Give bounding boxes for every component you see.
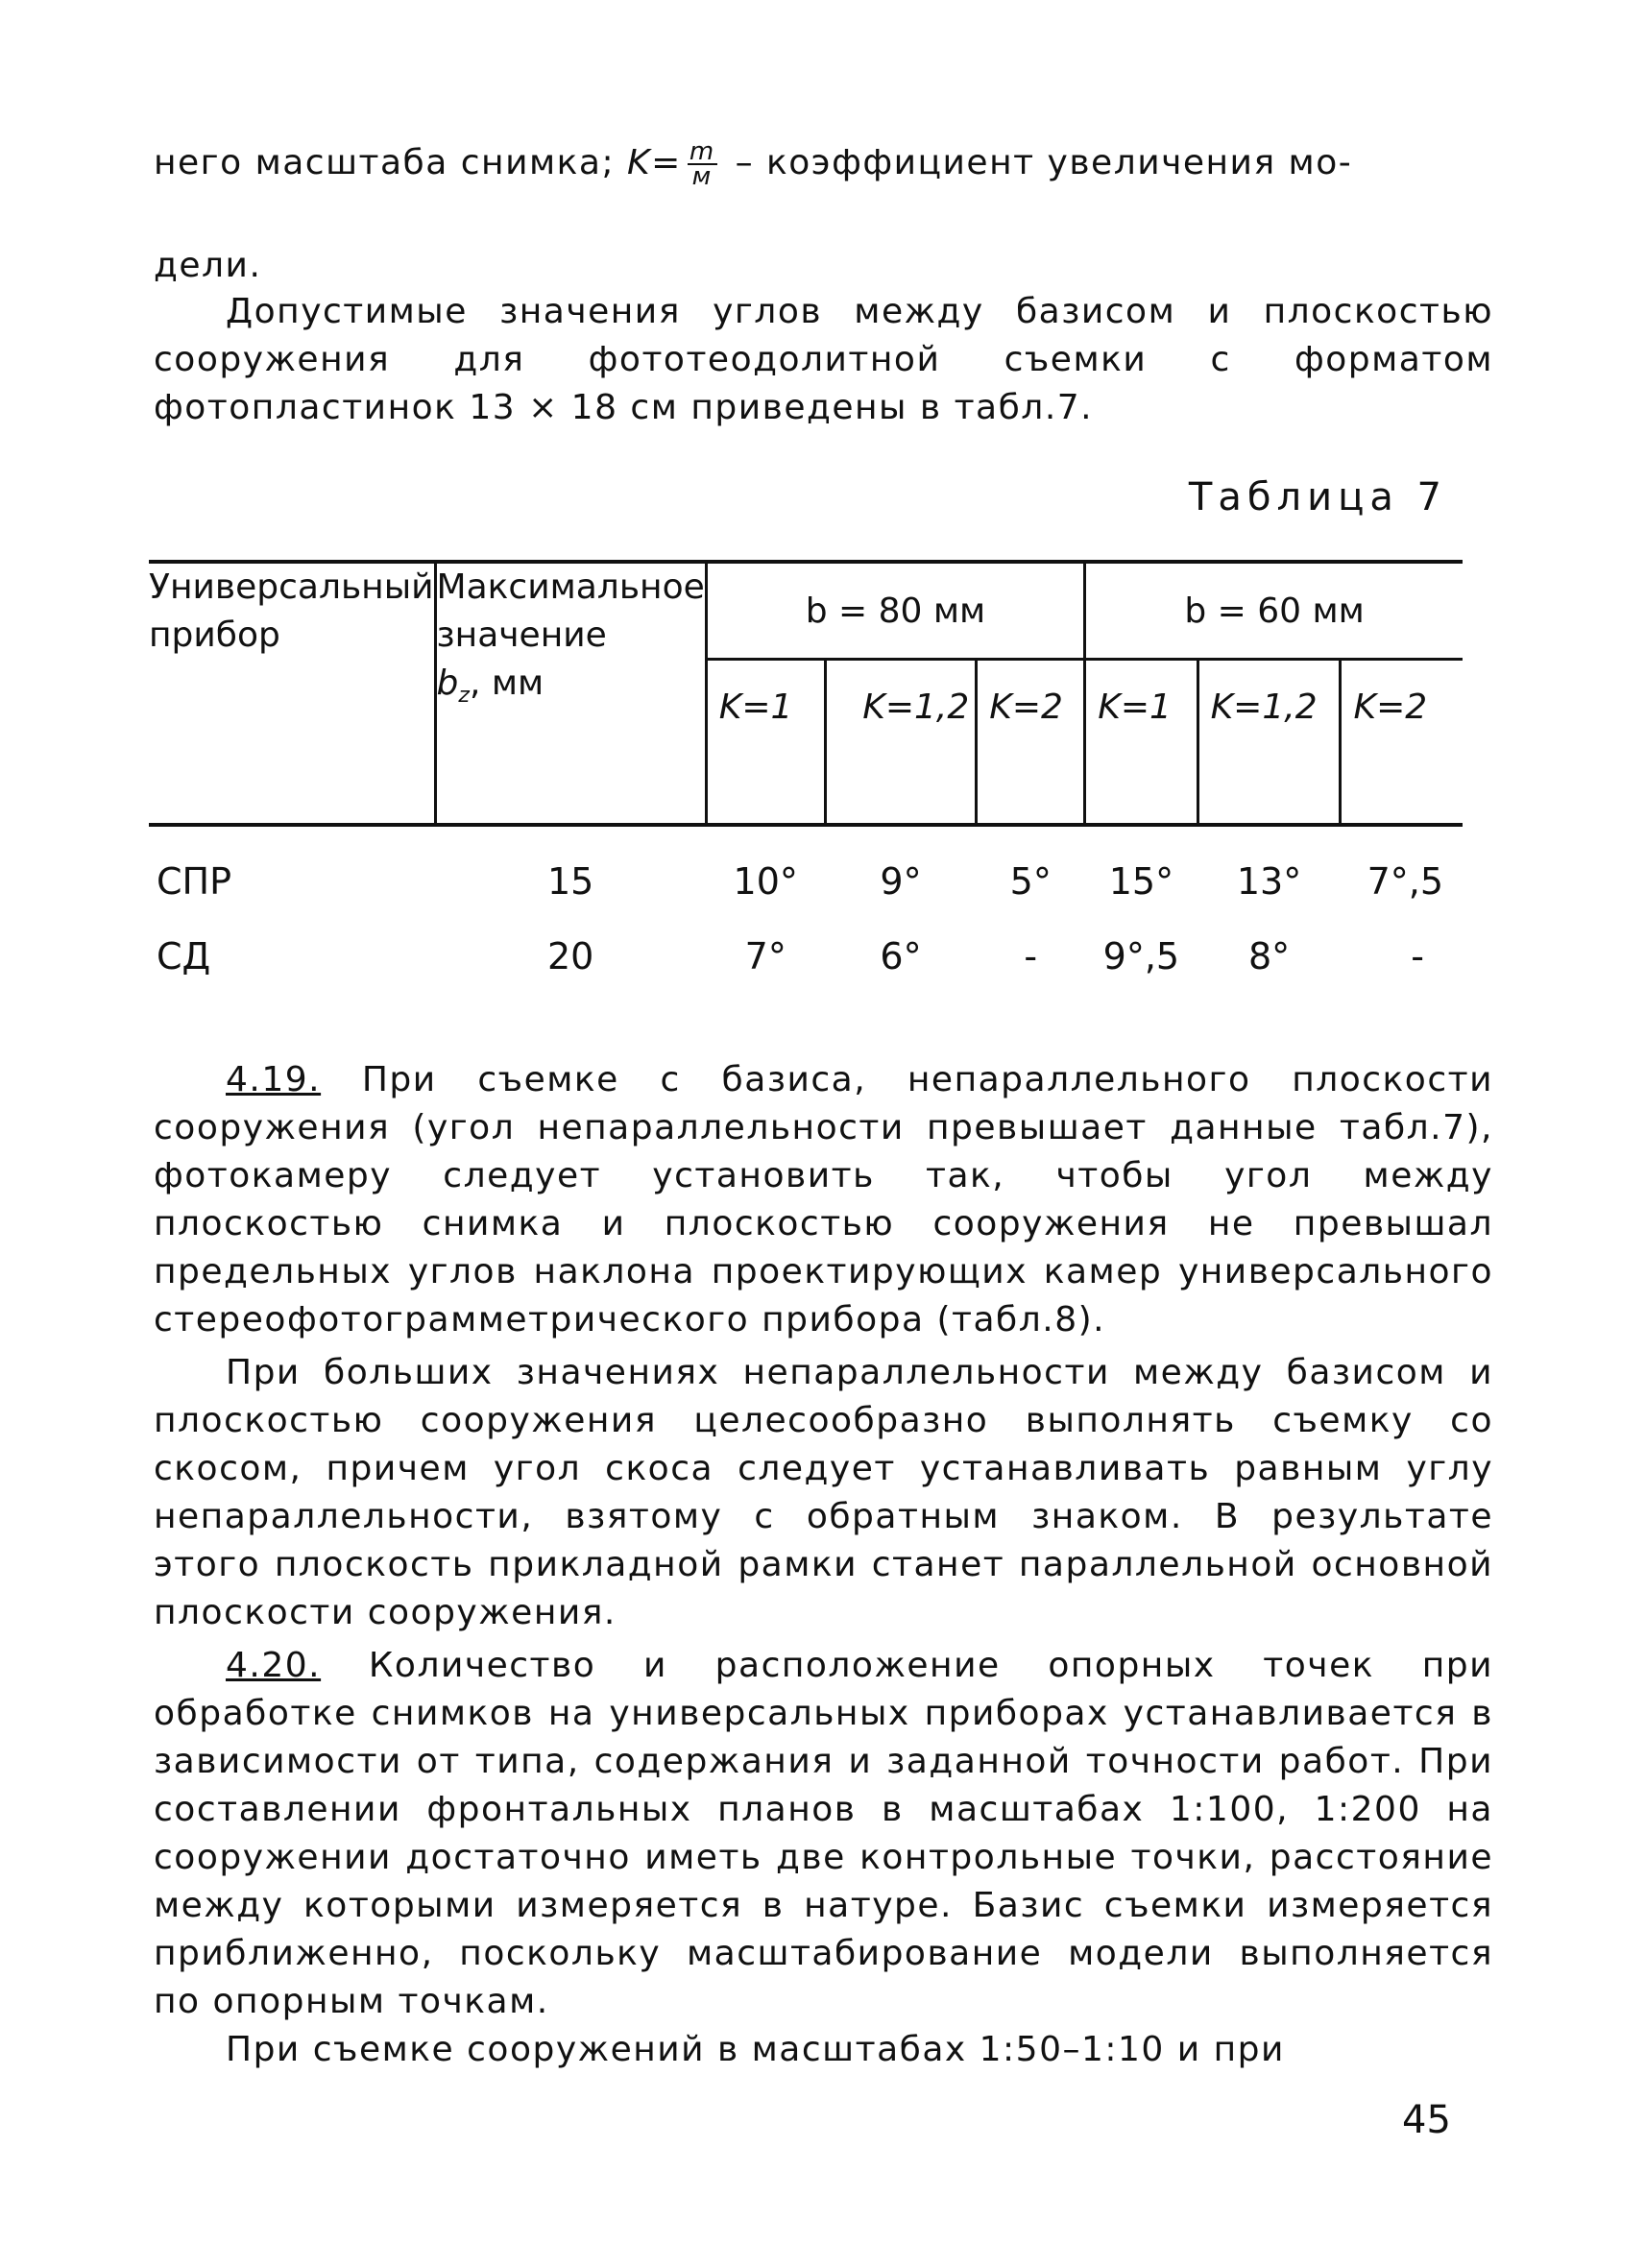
paragraph-4-20-text: Количество и расположение опорных точек при обработке снимков на универсальных приборах устанавливается в зависимости от типа, содержания и заданной точности работ. При составлении фронтальных планов в масштабах 1:100, 1:200 на сооружении достаточно иметь две контрольные точки, расстояние между которыми измеряется в натуре. Базис съемки измеряется приближенно, поскольку масштабирование модели выполняется по опорным точкам.: [154, 1646, 1493, 2021]
header-device-label: Универсальный прибор: [149, 567, 434, 655]
header-k: K=2: [977, 660, 1085, 826]
row-value: 13°: [1236, 860, 1302, 903]
paragraph-allowed-angles: Допустимые значения углов между базисом и плоскостью сооружения для фототеодолитной съемки с форматом фотопластинок 13 × 18 см приведены в табл.7.: [154, 292, 1493, 427]
table-row: [149, 919, 1463, 994]
row-device: СД: [157, 935, 211, 977]
intro-text-end: – коэффициент увеличения мо-: [735, 143, 1353, 182]
paragraph-4-19: [154, 1056, 1493, 1344]
header-max-unit: , мм: [469, 664, 544, 703]
row-value: 7°,5: [1367, 860, 1443, 903]
header-max: [435, 562, 706, 825]
header-group-b80: b = 80 мм: [706, 562, 1084, 660]
paragraph-4-19-text: При съемке с базиса, непараллельного плоскости сооружения (угол непараллельности превышает данные табл.7), фотокамеру следует установить так, чтобы угол между плоскостью снимка и плоскостью сооружения не превышал предельных углов наклона проектирующих камер универсального стереофотограмметрического прибора (табл.8).: [154, 1060, 1493, 1339]
row-value: 9°,5: [1102, 935, 1180, 977]
header-k: K=1,2: [1197, 660, 1341, 826]
header-max-symbol: b: [436, 664, 459, 703]
formula-fraction: [688, 137, 717, 191]
table-title: Таблица 7: [1188, 475, 1447, 519]
row-value: 5°: [1009, 860, 1052, 903]
section-number-4-19: 4.19.: [226, 1060, 322, 1099]
header-max-label: Максимальное значение: [436, 567, 705, 655]
header-k: K=2: [1341, 660, 1463, 826]
paragraph-last: При съемке сооружений в масштабах 1:50–1:10 и при: [226, 2030, 1285, 2069]
row-max: 15: [546, 860, 594, 903]
paragraph-4-20: [154, 1642, 1493, 2026]
row-value: -: [1024, 935, 1038, 977]
header-device: [149, 562, 435, 825]
page-number: 45: [1402, 2098, 1451, 2142]
table-row: [149, 825, 1463, 919]
row-value: 8°: [1247, 935, 1291, 977]
row-value: 6°: [880, 935, 922, 977]
formula-lhs: K=: [627, 143, 682, 182]
intro-line-2: дели.: [154, 246, 262, 285]
header-group-b60: b = 60 мм: [1085, 562, 1463, 660]
intro-text-start: него масштаба снимка;: [154, 143, 616, 182]
row-value: -: [1411, 935, 1424, 977]
header-k: K=1,2: [825, 660, 977, 826]
section-number-4-20: 4.20.: [226, 1646, 322, 1685]
intro-line: [154, 137, 1493, 191]
row-value: 15°: [1108, 860, 1174, 903]
formula-numerator: m: [689, 137, 715, 166]
formula-denominator: м: [691, 162, 713, 191]
angles-table: [149, 560, 1463, 994]
row-max: 20: [546, 935, 594, 977]
paragraph-large-nonparallel: При больших значениях непараллельности между базисом и плоскостью сооружения целесообразно выполнять съемку со скосом, причем угол скоса следует устанавливать равным углу непараллельности, взятому с обратным знаком. В результате этого плоскость прикладной рамки станет параллельной основной плоскости сооружения.: [154, 1353, 1493, 1632]
row-value: 7°: [744, 935, 786, 977]
header-k: K=1: [706, 660, 825, 826]
header-max-subscript: z: [458, 684, 470, 709]
header-k: K=1: [1085, 660, 1197, 826]
row-device: СПР: [157, 860, 232, 903]
row-value: 9°: [880, 860, 922, 903]
row-value: 10°: [733, 860, 798, 903]
